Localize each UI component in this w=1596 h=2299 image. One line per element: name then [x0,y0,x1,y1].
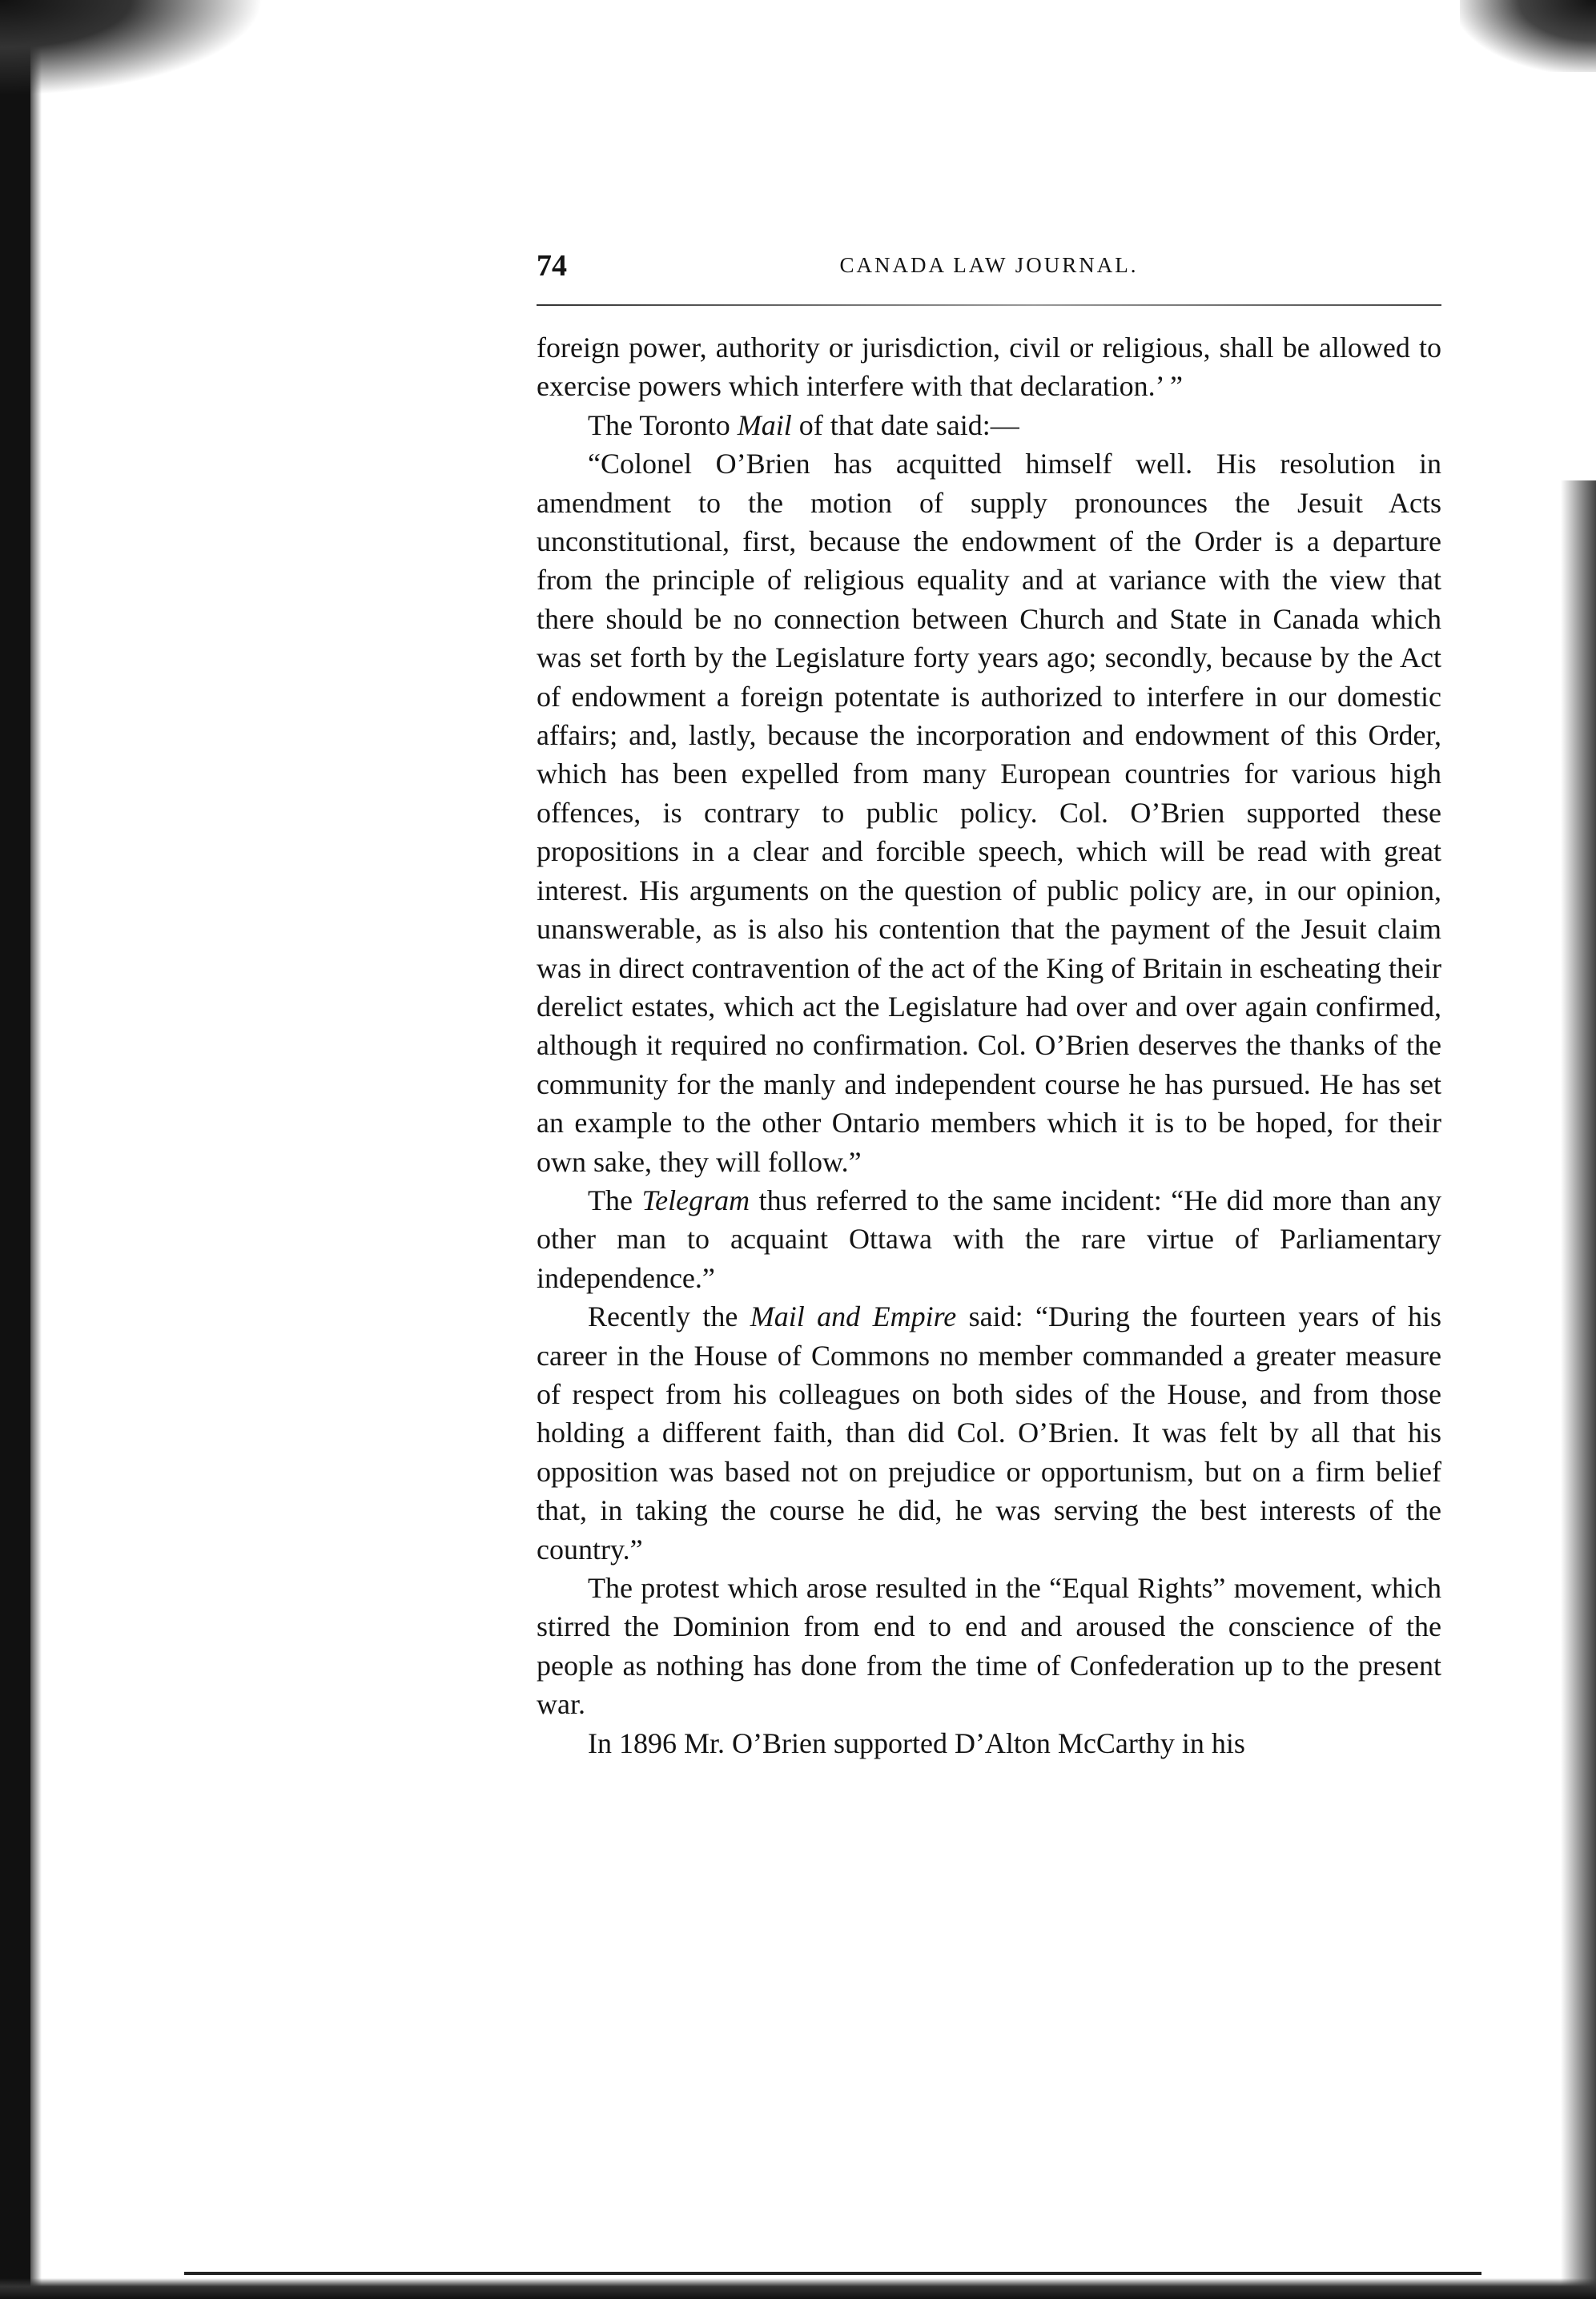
running-head [537,248,1441,296]
scan-edge-top-right [1460,0,1596,72]
journal-page [537,248,1441,1762]
scan-edge-bottom [0,2278,1596,2299]
text-run: foreign power, authority or jurisdiction, civil or religious, shall be allowed to exercise powers which interfere with that declaration.’ ” [537,332,1441,403]
scan-edge-right [1561,480,1596,2299]
paragraph [537,444,1441,1181]
paragraph [537,1181,1441,1297]
text-run: The Toronto [588,408,738,441]
paragraph [537,1724,1441,1762]
text-run: The [588,1184,642,1216]
italic-title: Mail [737,408,792,441]
body-text [537,328,1441,1762]
italic-title: Telegram [641,1184,750,1216]
scan-edge-top [0,0,264,96]
page-number: 74 [537,249,567,283]
text-run: “Colonel O’Brien has acquitted himself well. His resolution in amendment to the motion of supply pronounces the Jesuit Acts unconstitutional, first, because the endowment of the Order is a departure from the principle of religious equality and at variance with the view that there should be no connection between Church and State in Canada which was set forth by the Legislature forty years ago; secondly, because by the Act of endowment a foreign potentate is authorized to interfere in our domestic affairs; and, lastly, because the incorporation and endowment of this Order, which has been expelled from many European countries for various high offences, is contrary to public policy. Col. O’Brien supported these propositions in a clear and forcible speech, which will be read with great interest. His arguments on the question of public policy are, in our opinion, unanswerable, as is also his contention that the payment of the Jesuit claim was in direct contravention of the act of the King of Britain in escheating their derelict estates, which act the Legislature had over and over again confirmed, although it required no confirmation. Col. O’Brien deserves the thanks of the community for the manly and independent course he has pursued. He has set an example to the other Ontario members which it is to be hoped, for their own sake, they will follow.” [537,448,1441,1178]
paragraph [537,328,1441,406]
text-run: of that date said:— [791,408,1019,441]
paragraph [537,1569,1441,1724]
text-run: thus referred to the same incident: “He did more than any other man to acquaint Ottawa with the rare virtue of Parliamentary independence.” [537,1184,1442,1294]
text-run: Recently the [588,1300,750,1333]
italic-title: Mail and Empire [750,1300,957,1333]
header-rule [537,304,1441,306]
scan-edge-left [0,0,30,2299]
paragraph [537,1297,1441,1569]
text-run: In 1896 Mr. O’Brien supported D’Alton McCarthy in his [588,1726,1245,1759]
journal-title: CANADA LAW JOURNAL. [839,253,1139,277]
paragraph [537,406,1441,444]
text-run: said: “During the fourteen years of his career in the House of Commons no member commanded a greater measure of respect from his colleagues on both sides of the House, and from those holding a different faith, than did Col. O’Brien. It was felt by all that his opposition was based not on prejudice or opportunism, but on a firm belief that, in taking the course he did, he was serving the best interests of the country.” [537,1300,1441,1565]
text-run: The protest which arose resulted in the “Equal Rights” movement, which stirred the Dominion from end to end and aroused the conscience of the people as nothing has done from the time of Confederation up to the present war. [537,1572,1441,1721]
scan-rule-bottom [184,2272,1481,2275]
